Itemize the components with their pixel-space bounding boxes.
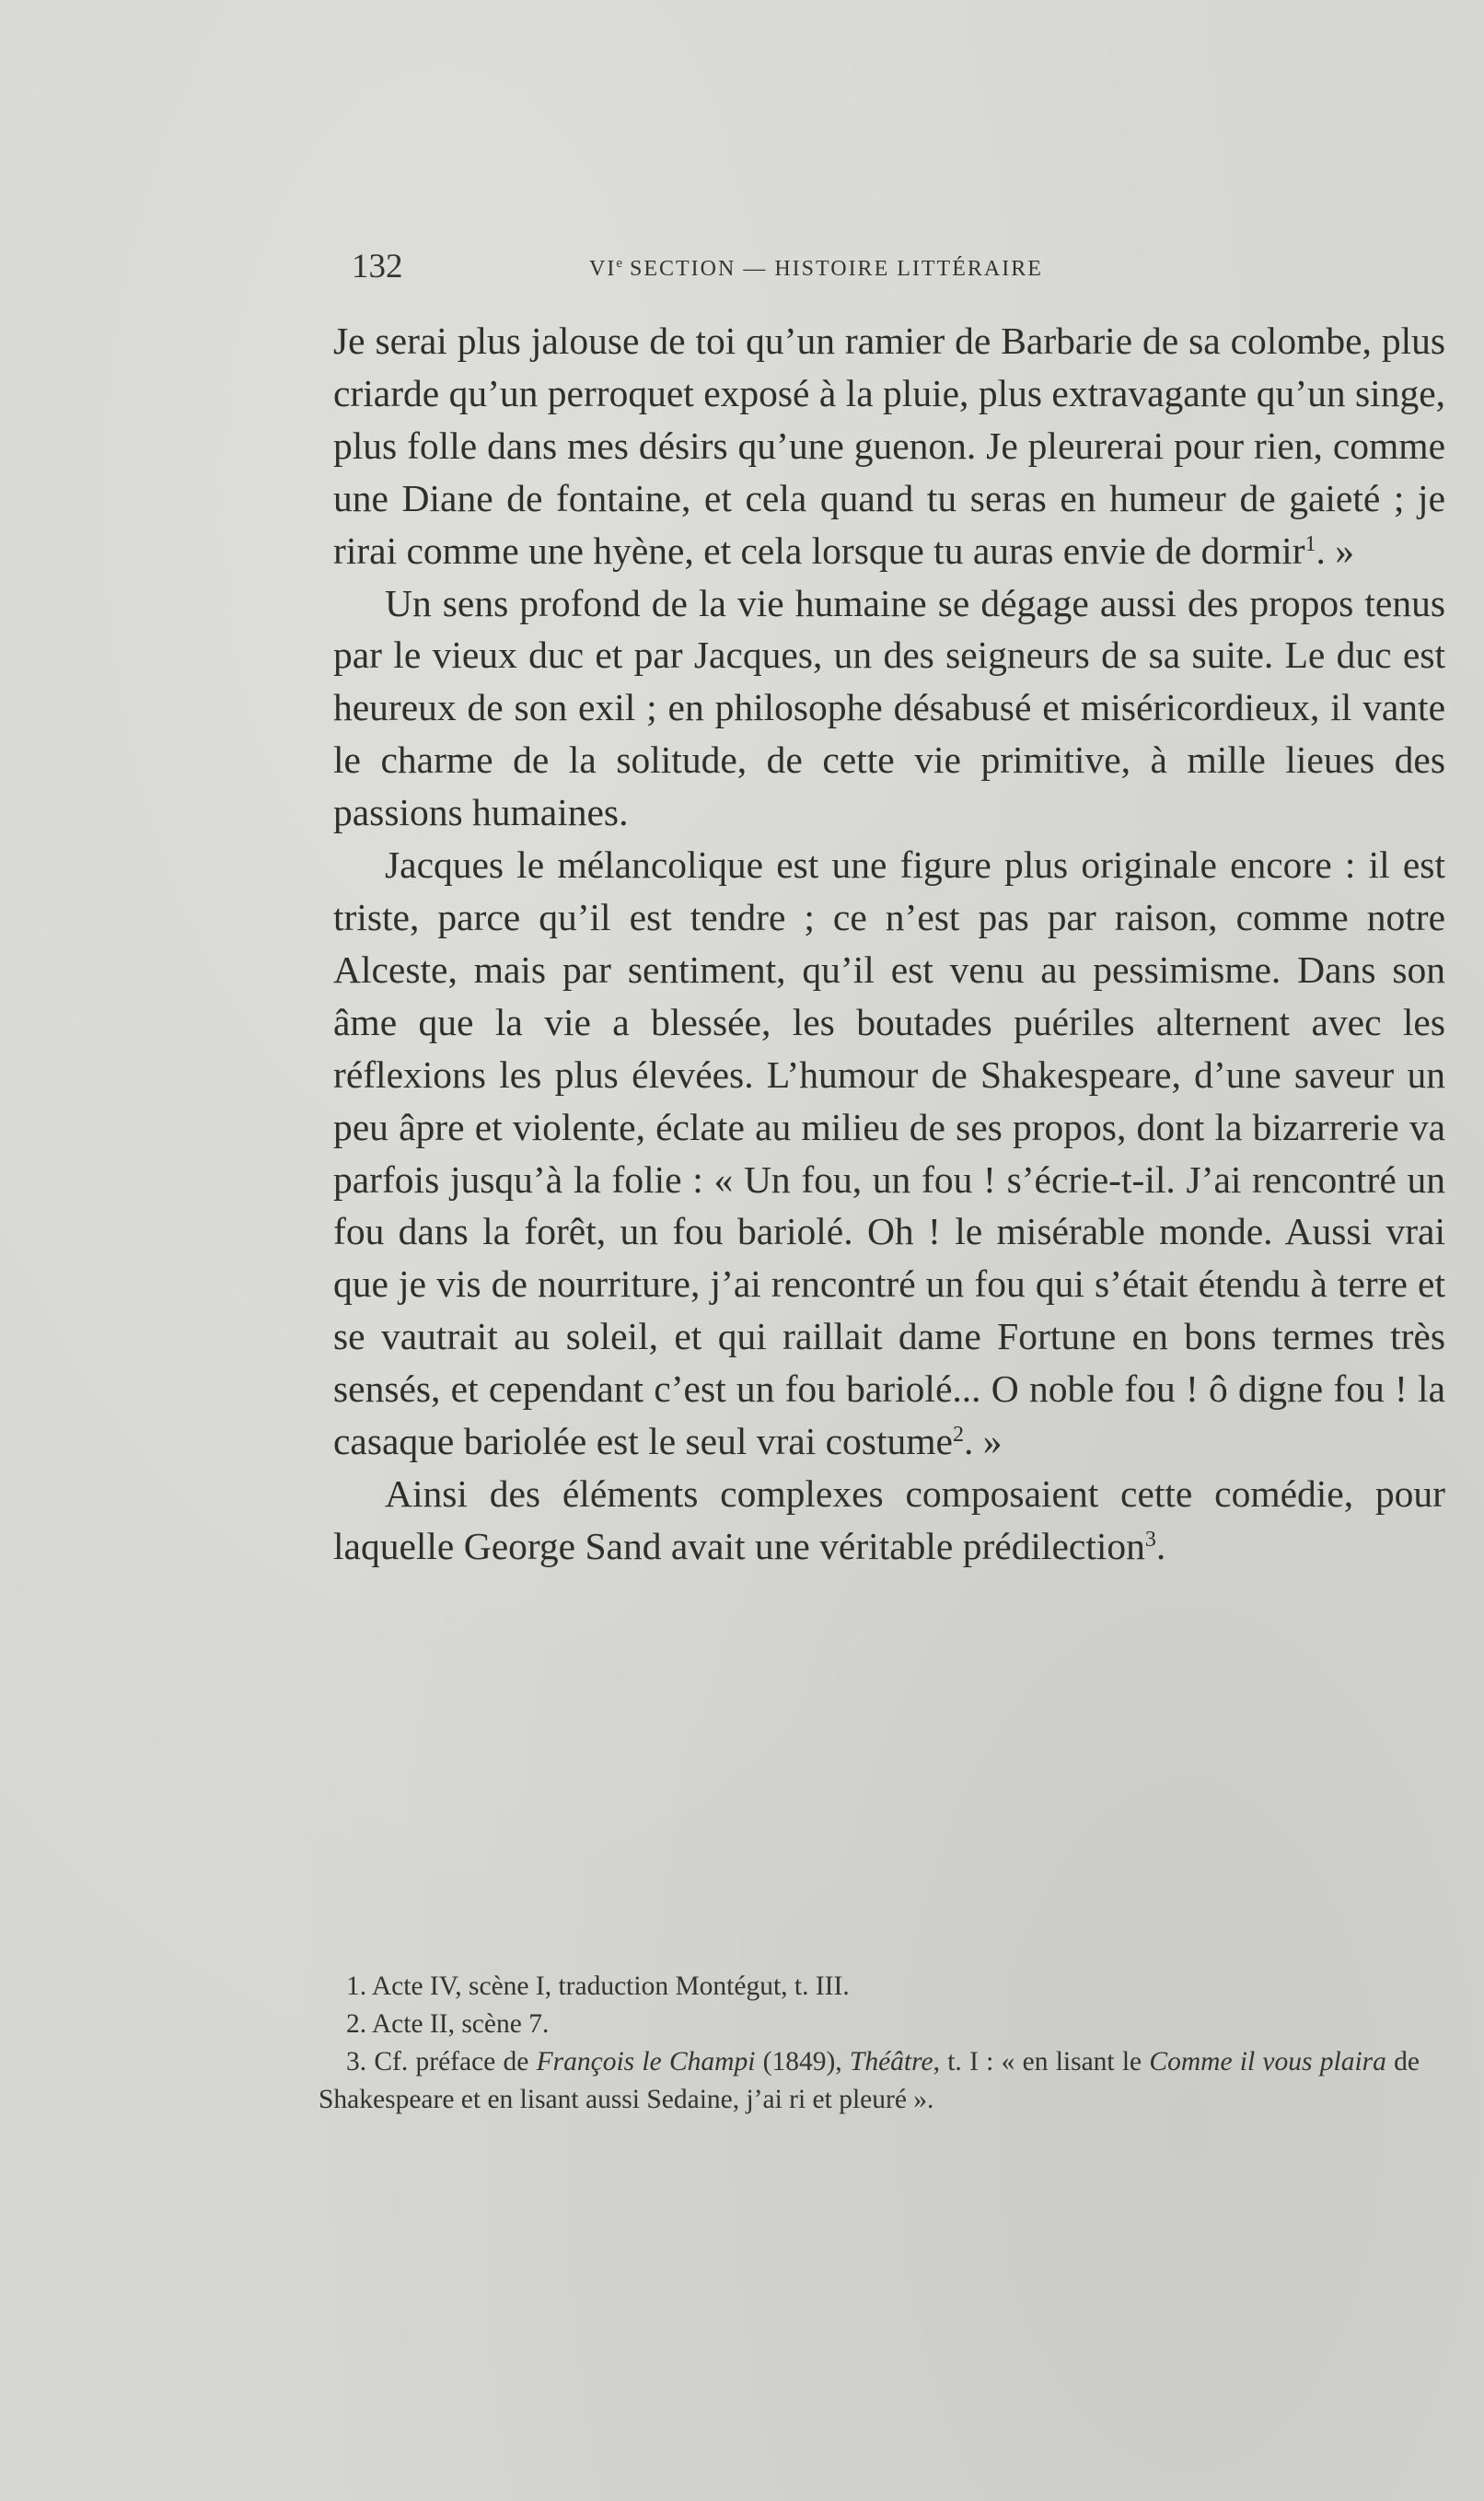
footnote-ref-3[interactable]: 3 — [1144, 1527, 1156, 1552]
footnote-3-part-a: 3. Cf. préface de — [346, 2047, 537, 2076]
paragraph-1-end: . » — [1316, 529, 1355, 572]
paragraph-3-end: . » — [963, 1420, 1003, 1463]
section-label: SECTION — HISTOIRE LITTÉRAIRE — [630, 257, 1043, 281]
footnote-2: 2. Acte II, scène 7. — [346, 2009, 550, 2039]
footnote-3-title-theatre: Théâtre — [849, 2047, 933, 2076]
footnote-ref-1[interactable]: 1 — [1304, 531, 1316, 556]
paragraph-conclusion — [333, 1468, 1445, 1573]
body-text — [333, 315, 1445, 1573]
footnote-3-part-c: , t. I : « en lisant le — [933, 2047, 1150, 2076]
paragraph-jacques-melancholic — [333, 839, 1445, 1468]
page-header — [352, 247, 1171, 291]
footnotes — [319, 1968, 1420, 2119]
section-ordinal: VI — [589, 257, 617, 281]
section-ordinal-suffix: e — [616, 256, 622, 271]
footnote-3-title-francois: François le Champi — [536, 2047, 756, 2076]
paragraph-3-text: Jacques le mélancolique est une figure plus originale encore : il est triste, parce qu’il est tendre ; ce n’est pas par raison, comme notre Alceste, mais par sentiment, qu’il est venu au pessimisme. Dans son âme que la vie a blessée, les boutades puériles alternent avec les réflexions les plus élevées. L’humour de Shakespeare, d’une saveur un peu âpre et violente, éclate au milieu de ses propos, dont la bizarrerie va parfois jusqu’à la folie : « Un fou, un fou ! s’écrie-t-il. J’ai rencontré un fou dans la forêt, un fou bariolé. Oh ! le misérable monde. Aussi vrai que je vis de nourriture, j’ai rencontré un fou qui s’était étendu à terre et se vautrait au soleil, et qui raillait dame Fortune en bons termes très sensés, et cependant c’est un fou bariolé... O noble fou ! ô digne fou ! la casaque bariolée est le seul vrai costume — [333, 843, 1445, 1463]
paragraph-duke-jacques: Un sens profond de la vie humaine se dégage aussi des propos tenus par le vieux duc et par Jacques, un des seigneurs de sa suite. Le duc est heureux de son exil ; en philosophe désabusé et miséricordieux, il vante le charme de la solitude, de cette vie primitive, à mille lieues des passions humaines. — [333, 581, 1445, 834]
paragraph-quote-continuation — [333, 315, 1445, 577]
paragraph-1-text: Je serai plus jalouse de toi qu’un ramier de Barbarie de sa colombe, plus criarde qu’un perroquet exposé à la pluie, plus extravagante qu’un singe, plus folle dans mes désirs qu’une guenon. Je pleurerai pour rien, comme une Diane de fontaine, et cela quand tu seras en humeur de gaieté ; je rirai comme une hyène, et cela lorsque tu auras envie de dormir — [333, 320, 1445, 572]
footnote-ref-2[interactable]: 2 — [952, 1423, 964, 1448]
running-head — [589, 256, 1043, 282]
page-number: 132 — [352, 248, 403, 285]
footnote-3-part-d: de Shakespeare et en lisant aussi Sedaine, j’ai ri et pleuré ». — [319, 2047, 1420, 2114]
footnote-3 — [319, 2043, 1420, 2119]
paragraph-4-text: Ainsi des éléments complexes composaient cette comédie, pour laquelle George Sand avait une véritable prédilection — [333, 1472, 1445, 1567]
footnote-1: 1. Acte IV, scène I, traduction Montégut, t. III. — [346, 1972, 850, 2001]
paragraph-4-end: . — [1155, 1524, 1166, 1567]
footnote-3-title-comme-il-vous-plaira: Comme il vous plaira — [1149, 2047, 1386, 2076]
footnote-3-part-b: (1849), — [755, 2047, 850, 2076]
